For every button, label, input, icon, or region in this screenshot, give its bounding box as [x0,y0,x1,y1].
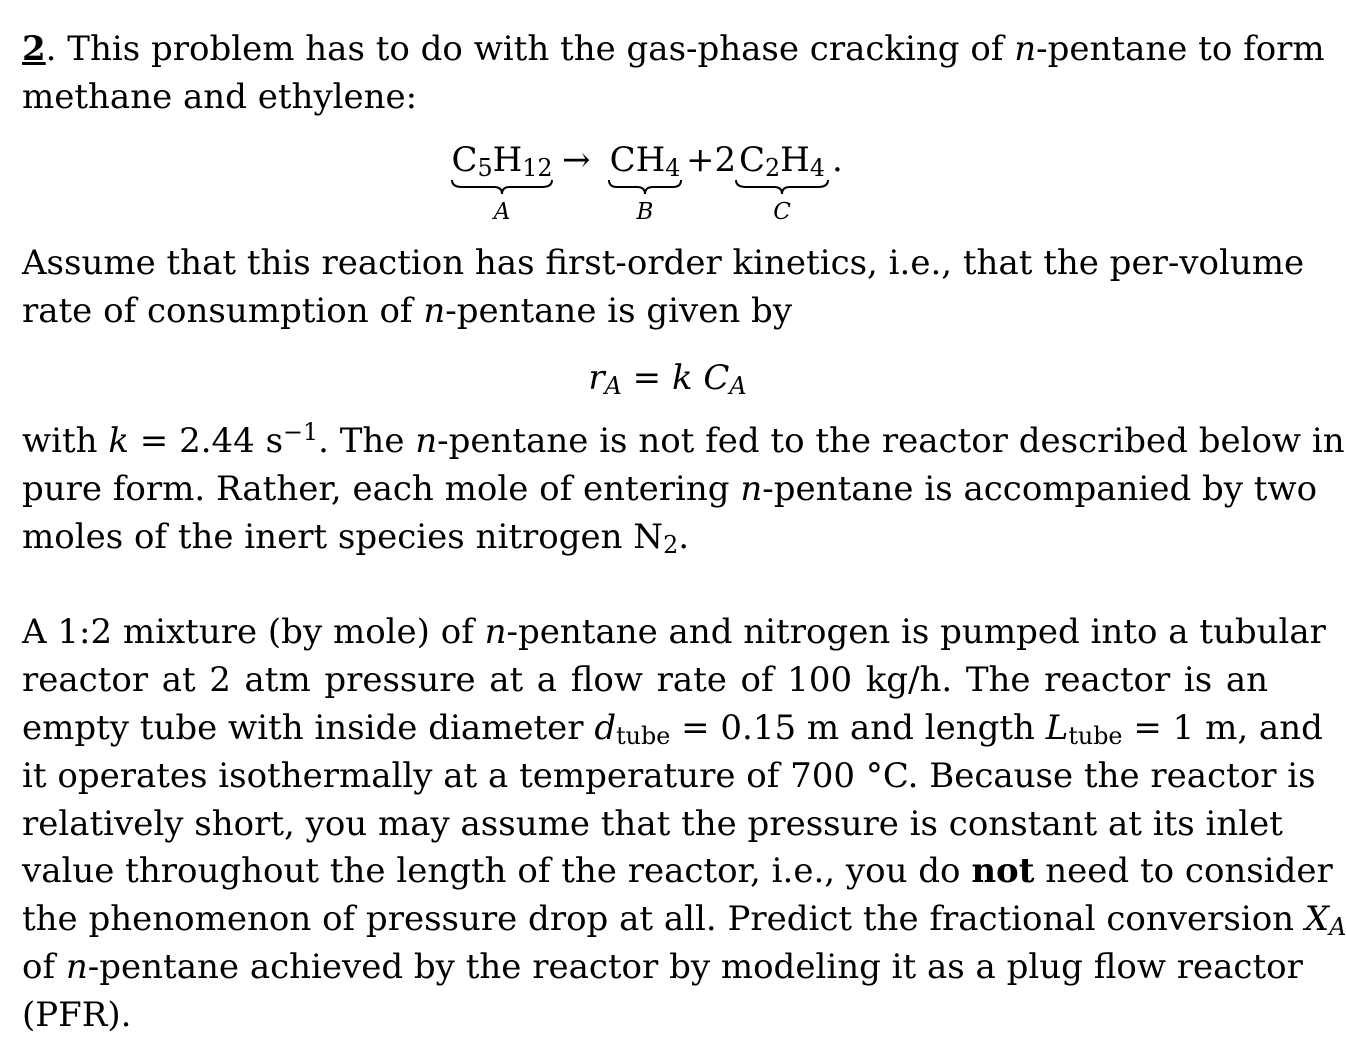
underbrace-icon [734,178,830,196]
species-b: $CH_4$ B [607,140,683,180]
reaction-period: . [832,140,843,180]
reaction-arrow: → [562,140,591,180]
reaction-equation [0,140,1335,235]
reactor-line-6: value throughout the length of the reactor, i.e., you do not need to consider [22,851,1333,891]
reactor-line-8: of n-pentane achieved by the reactor by modeling it as a plug flow reactor [22,947,1303,987]
feed-line-3: moles of the inert species nitrogen $N_2$. [22,517,690,560]
feed-line-1: with k = 2.44 $s^{-1}$. The n-pentane is not fed to the reactor described below in [22,418,1345,461]
underbrace-icon [607,178,683,196]
underbrace-icon [450,178,554,196]
reactor-line-7: the phenomenon of pressure drop at all. Predict the fractional conversion $X_A$ [22,899,1346,942]
reactor-line-3: empty tube with inside diameter $d_{tube} = 0.15$ m and length $L_{tube} = 1$ m, and [22,708,1323,751]
kinetics-line-1: Assume that this reaction has first-order kinetics, i.e., that the per-volume [22,243,1305,283]
plus-coefficient: +2 [686,140,737,180]
reactor-line-9: (PFR). [22,995,132,1035]
rate-equation: $r_A = k$ $C_A$ [588,358,747,401]
reactor-line-5: relatively short, you may assume that the pressure is constant at its inlet [22,804,1283,844]
feed-line-2: pure form. Rather, each mole of entering n-pentane is accompanied by two [22,469,1318,509]
species-b-label: B [636,199,654,225]
reactor-line-1: A 1:2 mixture (by mole) of n-pentane and nitrogen is pumped into a tubular [22,612,1326,652]
reactor-line-4: it operates isothermally at a temperature of 700 °C. Because the reactor is [22,756,1316,796]
species-a-label: A [493,199,511,225]
intro-line-2: methane and ethylene: [22,77,418,117]
problem-number: 2 [22,29,46,69]
kinetics-line-2: rate of consumption of n-pentane is given by [22,291,793,331]
species-c-label: C [773,199,791,225]
species-c: $C_2H_4$ C [734,140,830,180]
species-a: $C_5H_{12}$ A [451,140,553,225]
reactor-line-2: reactor at 2 atm pressure at a flow rate of 100 kg/h. The reactor is an [22,660,1268,700]
intro-line-1: 2. This problem has to do with the gas-phase cracking of n-pentane to form [22,29,1325,69]
